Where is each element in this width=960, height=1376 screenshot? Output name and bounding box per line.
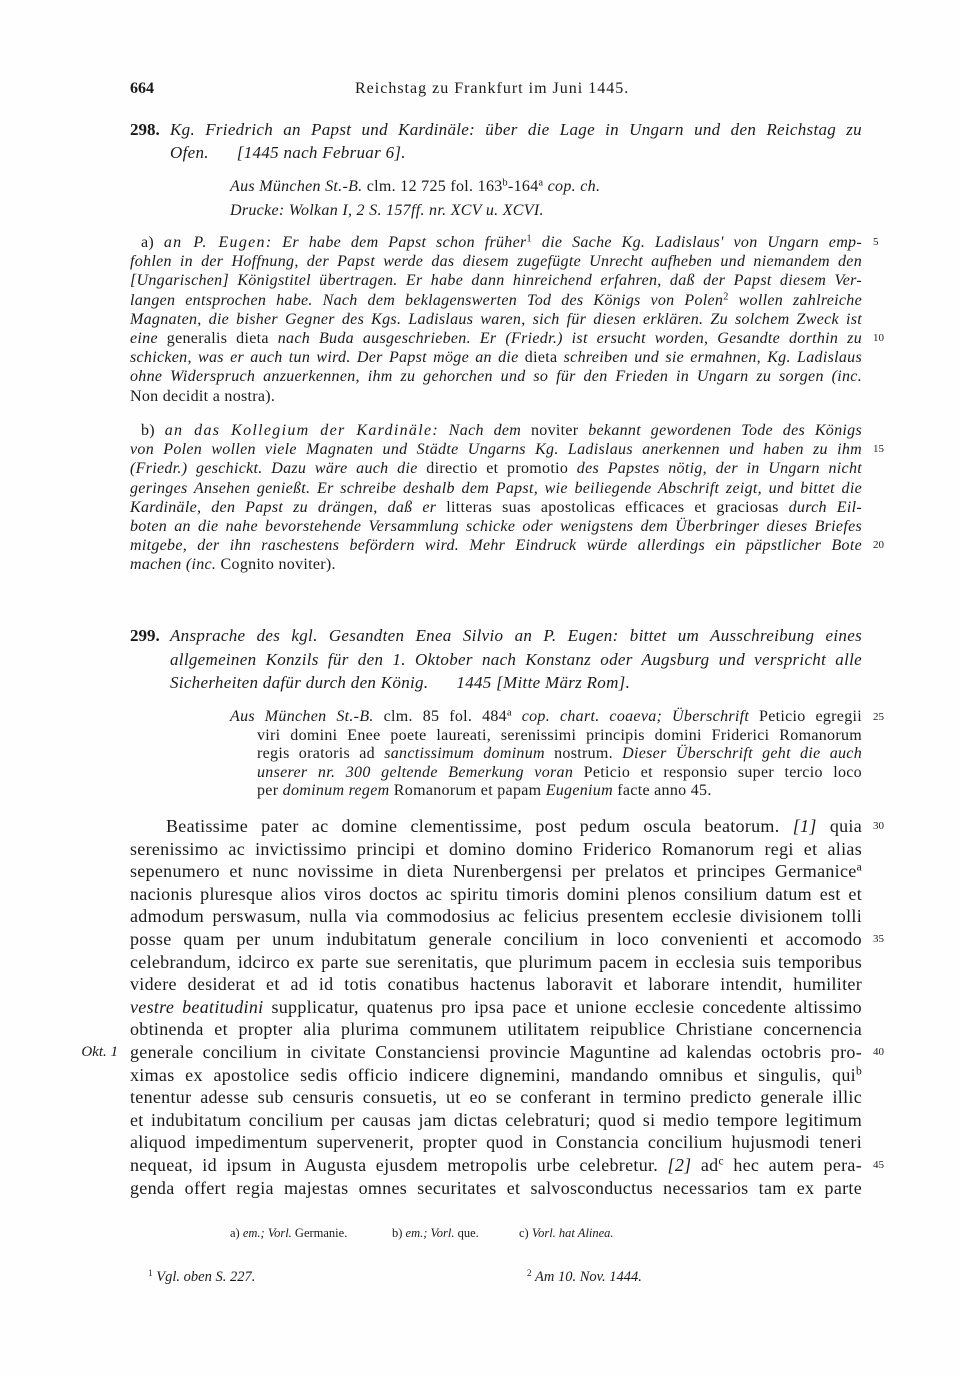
text-run: litteras suas apostolicas efficaces et graciosas: [446, 498, 779, 516]
text-run: Kg. Friedrich an Papst und Kardinäle: über die Lage in Ungarn und den Reichstag zu: [170, 120, 862, 139]
text-run: dominum regem: [282, 782, 390, 799]
text-run: von Polen wollen viele Magnaten und Städte Ungarns Kg. Ladislaus anerkennen und haben zu ihm: [130, 441, 862, 459]
heading-line: [170, 624, 862, 648]
summary-line: [130, 291, 862, 310]
text-run: fohlen in der Hoffnung, der Papst werde das diesem zugefügte Unrecht aufheben und niemandem den: [130, 253, 862, 271]
text-run: unserer nr. 300 geltende Bemerkung voran: [257, 763, 584, 781]
heading-line: [170, 141, 862, 164]
note-marker: a: [856, 861, 862, 874]
heading-line: [170, 648, 862, 672]
note-marker: b: [855, 1065, 862, 1078]
note-marker: c: [718, 1155, 724, 1168]
text-run: langen entsprochen habe. Nach dem beklagenswerten Tod des Königs von Polen: [130, 291, 724, 309]
entry-heading-text: [170, 118, 862, 164]
line-number: 25: [873, 711, 884, 723]
text-run: nacionis pluresque alios viros doctos ac spiritu timoris domini plenos consilium datum est et: [130, 883, 862, 904]
text-line: [130, 838, 862, 861]
text-run: nequeat, id ipsum in Augusta ejusdem metropolis urbe celebretur.: [130, 1154, 668, 1175]
text-run: clm. 85 fol. 484: [383, 708, 507, 725]
footnote: [527, 1268, 642, 1286]
text-run: Ofen.: [170, 143, 209, 162]
text-run: machen (inc.: [130, 556, 221, 574]
text-run: dieta: [524, 349, 558, 367]
text-run: an das Kollegium der Kardinäle:: [164, 422, 439, 439]
running-head: [130, 79, 862, 99]
text-run: (Friedr.) geschickt. Dazu wäre auch die: [130, 460, 427, 478]
text-run: Ansprache des kgl. Gesandten Enea Silvio an P. Eugen: bittet um Ausschreibung eines: [170, 626, 862, 645]
text-run: a): [141, 234, 164, 251]
summary-line: [130, 329, 884, 348]
text-run: cop. chart. coaeva; Überschrift: [511, 708, 760, 725]
text-run: eine: [130, 330, 167, 348]
text-line: [130, 1018, 862, 1041]
text-run: Kardinäle, den Papst zu drängen, daß er: [130, 498, 447, 516]
text-run: b): [392, 1226, 406, 1240]
summary-line: [130, 479, 862, 498]
text-run: Aus München St.-B.: [230, 178, 367, 195]
text-run: durch Eil-: [778, 498, 862, 516]
note-marker: b: [502, 177, 508, 189]
text-run: sanctissimum dominum: [384, 745, 545, 762]
text-line: [130, 860, 862, 883]
margin-date-note: Okt. 1: [81, 1043, 118, 1060]
text-run: aliquod impedimentum supervenerit, propter quod in Constancia concilium hujusmodi teneri: [130, 1132, 862, 1153]
text-run: Aus München St.-B.: [230, 708, 384, 725]
textual-apparatus: [230, 1224, 862, 1242]
apparatus-note: [230, 1224, 392, 1242]
line-number: 15: [873, 443, 884, 456]
summary-line: [130, 555, 862, 574]
text-run: serenissimo ac invictissimo principi et domino domino Friderico Romanorum regi et alias: [130, 838, 862, 859]
text-run: bekannt gewordenen Tode des Königs: [578, 422, 862, 439]
text-run: genda offert regia majestas omnes securitates et salvosconductus necessarios tam ex parte: [130, 1177, 862, 1198]
apparatus-note: [392, 1224, 519, 1242]
text-line: [130, 905, 862, 928]
summary-line: [130, 459, 862, 478]
note-marker: 2: [527, 1268, 532, 1279]
text-run: schreiben und sie ermahnen, Kg. Ladislaus: [557, 349, 862, 367]
text-run: hec autem pera-: [723, 1154, 862, 1175]
source-line: [230, 175, 862, 199]
heading-line: [170, 671, 862, 695]
text-run: Sicherheiten dafür durch den König.: [170, 673, 429, 692]
text-run: b): [141, 422, 165, 439]
text-run: Romanorum et papam: [389, 782, 546, 799]
text-run: Non decidit a nostra).: [130, 387, 276, 405]
text-run: em.; Vorl.: [242, 1226, 292, 1240]
text-run: Eugenium: [545, 782, 613, 799]
summary-line: [130, 387, 862, 406]
text-run: Peticio egregii: [759, 708, 862, 725]
text-run: c): [519, 1226, 532, 1240]
text-run: celebrandum, idcirco ex parte sue serenitatis, que plurimum pacem in ecclesia suis temporibus: [130, 951, 862, 972]
line-number: 10: [873, 332, 884, 345]
text-run: sepenumero et nunc novissime in dieta Nurenbergensi per prelatos et principes Germanice: [130, 861, 857, 882]
source-line: [230, 199, 862, 223]
text-run: ximas ex apostolice sedis officio indicere dignemini, mandando omnibus et singulis, qui: [130, 1064, 856, 1085]
text-run: generale concilium in civitate Constanciensi provincie Maguntine ad kalendas octobris pro-: [130, 1041, 862, 1062]
text-line: [130, 951, 862, 974]
text-run: Peticio et responsio super tercio loco: [583, 763, 862, 781]
text-line: [130, 1109, 862, 1132]
text-run: wollen zahlreiche: [728, 291, 862, 309]
text-run: [1]: [792, 816, 817, 836]
text-line: [130, 928, 884, 951]
text-line: [130, 1177, 862, 1200]
summary-line: [130, 271, 862, 290]
edited-text: [81, 815, 884, 1199]
summary-line: [130, 421, 862, 440]
line-number: 30: [873, 820, 884, 832]
text-line: [130, 1154, 884, 1177]
text-run: Germanie.: [291, 1226, 348, 1240]
text-run: schicken, was er auch tun wird. Der Papst möge an die: [130, 349, 525, 367]
text-run: -164: [507, 178, 539, 195]
summary-line: [130, 233, 879, 252]
text-run: nach Buda ausgeschrieben. Er (Friedr.) ist ersucht worden, Gesandte dorthin zu: [268, 330, 862, 348]
summary-a: [130, 233, 884, 406]
text-run: [1445 nach Februar 6].: [236, 143, 406, 162]
summary-line: [130, 367, 862, 386]
text-run: die Sache Kg. Ladislaus' von Ungarn emp-: [531, 234, 862, 251]
text-run: nostrum.: [544, 745, 623, 762]
summary-line: [130, 252, 862, 271]
line-number: 5: [873, 236, 879, 248]
line-number: 45: [873, 1158, 884, 1171]
note-marker: 1: [148, 1268, 153, 1279]
text-run: boten an die nahe bevorstehende Versammlung schicke oder wenigstens dem Überbringer dieses Briefes: [130, 518, 862, 536]
running-title: Reichstag zu Frankfurt im Juni 1445.: [355, 80, 630, 97]
line-number: 35: [873, 932, 884, 945]
text-run: per: [257, 782, 283, 799]
note-marker: 2: [723, 290, 729, 302]
text-run: allgemeinen Konzils für den 1. Oktober nach Konstanz oder Augsburg und verspricht alle: [170, 649, 862, 669]
text-run: facte anno 45.: [612, 782, 712, 799]
text-run: des Papstes nötig, der in Ungarn nicht: [568, 460, 863, 478]
text-run: em.; Vorl.: [405, 1226, 455, 1240]
text-run: generalis dieta: [166, 330, 269, 348]
text-run: 1445 [Mitte März Rom].: [456, 673, 631, 692]
text-run: posse quam per unum indubitatum generale concilium in loco convenienti et accomodo: [130, 928, 862, 949]
text-run: Beatissime pater ac domine clementissime, post pedum oscula beatorum.: [166, 816, 793, 836]
text-run: directio et promotio: [426, 460, 569, 478]
summary-line: [130, 310, 862, 329]
source-line: [230, 727, 862, 746]
text-run: geringes Ansehen genießt. Er schreibe deshalb dem Papst, wie beiliegende Abschrift zeigt, und bittet die: [130, 479, 862, 497]
line-number: 20: [873, 539, 884, 552]
summary-line: [130, 348, 862, 367]
text-run: mitgebe, der ihn raschestens befördern wird. Mehr Eindruck würde allerdings ein päpstlicher Bote: [130, 537, 862, 555]
text-run: vestre beatitudini: [130, 996, 264, 1017]
note-marker: a: [538, 177, 544, 189]
text-run: Nach dem: [438, 422, 531, 439]
text-run: ad: [691, 1154, 719, 1175]
summary-line: [130, 517, 862, 536]
text-run: quia: [816, 816, 863, 836]
footnotes: [148, 1268, 862, 1286]
text-run: an P. Eugen:: [163, 234, 273, 251]
text-run: Vorl. hat Alinea.: [531, 1226, 614, 1240]
text-line: [130, 883, 862, 906]
text-line: [81, 1041, 884, 1064]
text-run: Er habe dem Papst schon früher: [272, 234, 527, 251]
note-marker: 1: [526, 233, 532, 245]
heading-line: [170, 118, 862, 141]
apparatus-note: [519, 1224, 614, 1242]
summary-line: [130, 536, 884, 555]
text-run: [2]: [667, 1154, 692, 1175]
note-marker: a: [506, 707, 512, 719]
text-run: obtinenda et propter alia plurima communem utilitatem reipublice Christiane concernencia: [130, 1019, 862, 1040]
text-run: Vgl. oben S. 227.: [152, 1269, 256, 1285]
text-run: supplicatur, quatenus pro ipsa pace et unione ecclesie concedente altissimo: [263, 996, 862, 1017]
entry-number: 299.: [130, 626, 160, 645]
text-run: Cognito noviter).: [220, 556, 336, 574]
text-run: cop. ch.: [543, 178, 601, 195]
text-line: [130, 815, 884, 838]
footnote: [148, 1268, 527, 1286]
text-run: admodum perswasum, nulla via commodosius ac felicius presentem ecclesie divisionem tolli: [130, 906, 862, 927]
entry-heading-text: [170, 624, 862, 695]
source-line: [230, 764, 862, 783]
source-note-299: [230, 707, 884, 801]
text-run: clm. 12 725 fol. 163: [366, 178, 503, 195]
summary-b: [130, 421, 884, 575]
source-line: [230, 782, 862, 801]
text-line: [130, 996, 862, 1019]
text-run: noviter: [530, 422, 579, 439]
text-run: tenentur adesse sub censuris consuetis, ut eo se conferant in termino predicto generale illic: [130, 1087, 862, 1108]
text-run: [Ungarischen] Königstitel übertragen. Er habe dann hinreichend erfahren, daß der Papst diesem Ver-: [130, 272, 862, 290]
text-run: Am 10. Nov. 1444.: [531, 1269, 642, 1285]
source-line: [230, 745, 862, 764]
text-line: [130, 1131, 862, 1154]
text-line: [130, 973, 862, 996]
text-run: Magnaten, die bisher Gegner des Kgs. Ladislaus waren, sich für diesen erklären. Zu solchem Zweck ist: [130, 310, 862, 328]
text-line: [130, 1086, 862, 1109]
text-run: Dieser Überschrift geht die auch: [622, 745, 862, 762]
text-line: [130, 1064, 862, 1087]
source-note-298: [230, 175, 862, 223]
text-run: que.: [454, 1226, 479, 1240]
page-number: 664: [130, 80, 154, 97]
text-run: ohne Widerspruch anzuerkennen, ihm zu gehorchen und so für den Frieden in Ungarn zu sorgen (inc.: [130, 368, 862, 386]
source-line: [230, 707, 884, 727]
summary-line: [130, 440, 884, 459]
text-run: viri domini Enee poete laureati, serenissimi principis domini Friderici Romanorum: [257, 726, 862, 744]
entry-number: 298.: [130, 120, 160, 139]
line-number: 40: [873, 1045, 884, 1058]
text-run: videre desiderat et ad id totis conatibus hactenus laboravit et laborare intendit, humiliter: [130, 974, 862, 995]
text-run: a): [230, 1226, 243, 1240]
text-run: Drucke: Wolkan I, 2 S. 157ff. nr. XCV u. XCVI.: [230, 202, 544, 219]
summary-line: [130, 498, 862, 517]
text-run: regis oratoris ad: [257, 745, 385, 762]
text-run: et indubitatum concilium per causas jam dictas celebraturi; quod si medio tempore legitimum: [130, 1109, 862, 1130]
